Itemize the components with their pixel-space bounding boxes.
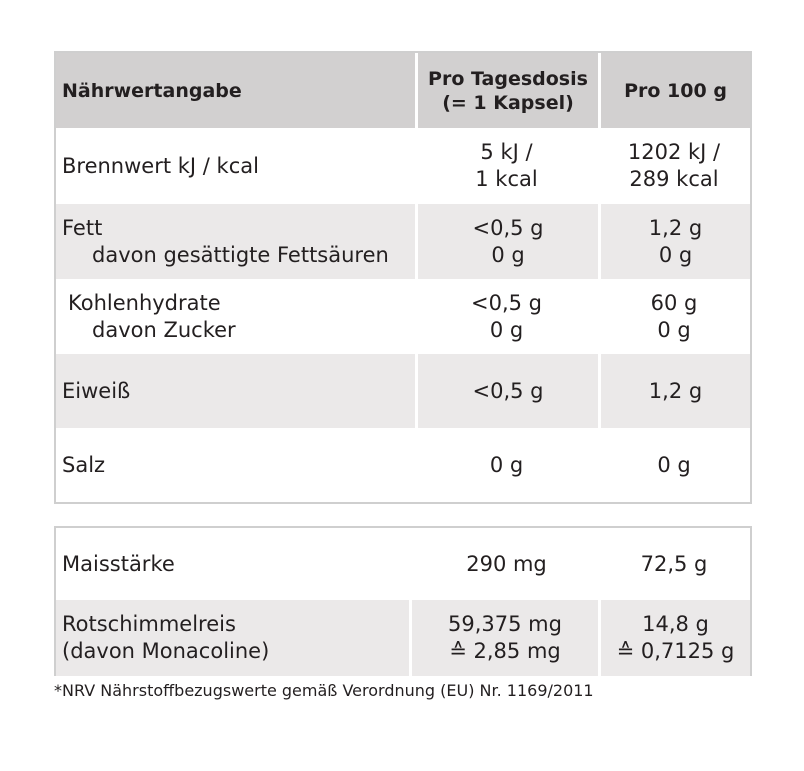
table-row: [56, 279, 750, 354]
row-label-text: Fett: [62, 215, 103, 240]
row-per100: [598, 279, 750, 354]
table-row: [56, 600, 750, 676]
per100-line1: 1,2 g: [648, 215, 703, 240]
per100-line2: 0 g: [657, 317, 691, 342]
row-label: [56, 528, 415, 600]
header-col3-text: Pro 100 g: [624, 79, 727, 102]
row-per100: [598, 354, 750, 428]
row-label: [56, 204, 415, 279]
row-label-line2: (davon Monacoline): [62, 639, 270, 663]
per100-line2: ≙ 0,7125 g: [616, 639, 735, 663]
row-label-text: Salz: [62, 452, 106, 477]
dose-value: <0,5 g: [472, 378, 544, 403]
row-per100: [598, 128, 750, 204]
header-naehrwertangabe: [56, 53, 415, 128]
row-dose: [415, 128, 598, 204]
table-row: [56, 528, 750, 600]
dose-line2: 0 g: [491, 242, 525, 267]
dose-line1: 5 kJ /: [480, 140, 533, 164]
header-pro-100g: [598, 53, 750, 128]
row-sublabel-text: davon Zucker: [92, 317, 236, 342]
row-dose: [415, 528, 598, 600]
header-col2-line2: (= 1 Kapsel): [442, 91, 574, 114]
table-row: [56, 354, 750, 428]
header-col2-line1: Pro Tagesdosis: [428, 67, 588, 90]
row-per100: [598, 528, 750, 600]
row-label: [56, 354, 415, 428]
row-per100: [598, 428, 750, 502]
per100-line1: 1202 kJ /: [627, 140, 721, 164]
dose-line2: 0 g: [489, 317, 524, 342]
dose-line2: 1 kcal: [475, 167, 538, 191]
row-per100: [598, 600, 750, 676]
header-col1-text: Nährwertangabe: [62, 79, 242, 102]
table-row: [56, 204, 750, 279]
header-pro-tagesdosis: [415, 53, 598, 128]
row-label: [56, 128, 415, 204]
row-label: [56, 600, 409, 676]
per100-line2: 289 kcal: [629, 167, 719, 191]
table-row: [56, 128, 750, 204]
dose-value: 0 g: [489, 452, 524, 477]
row-label-text: Brennwert kJ / kcal: [62, 153, 259, 178]
row-label: [56, 279, 415, 354]
dose-value: 290 mg: [466, 551, 547, 576]
ingredients-table: [54, 526, 752, 676]
table-row: [56, 428, 750, 502]
dose-line1: 59,375 mg: [448, 612, 562, 636]
dose-line1: <0,5 g: [471, 290, 542, 315]
dose-line2: ≙ 2,85 mg: [449, 639, 561, 663]
per100-line1: 14,8 g: [642, 612, 709, 636]
table-header-row: [56, 53, 750, 128]
row-dose: [409, 600, 598, 676]
row-per100: [598, 204, 750, 279]
row-label: [56, 428, 415, 502]
row-dose: [415, 279, 598, 354]
dose-line1: <0,5 g: [472, 215, 544, 240]
per100-line1: 60 g: [650, 290, 698, 315]
per100-line2: 0 g: [658, 242, 693, 267]
per100-value: 72,5 g: [640, 551, 708, 576]
row-dose: [415, 204, 598, 279]
row-dose: [415, 354, 598, 428]
per100-value: 0 g: [657, 452, 691, 477]
footnote: *NRV Nährstoffbezugswerte gemäß Verordnung (EU) Nr. 1169/2011: [54, 681, 594, 700]
row-label-text: Maisstärke: [62, 551, 175, 576]
per100-value: 1,2 g: [648, 378, 703, 403]
row-sublabel-text: davon gesättigte Fettsäuren: [92, 242, 389, 267]
row-dose: [415, 428, 598, 502]
row-label-text: Kohlenhydrate: [68, 290, 221, 315]
nutrition-table: [54, 51, 752, 504]
row-label-line1: Rotschimmelreis: [62, 612, 236, 636]
row-label-text: Eiweiß: [62, 378, 131, 403]
